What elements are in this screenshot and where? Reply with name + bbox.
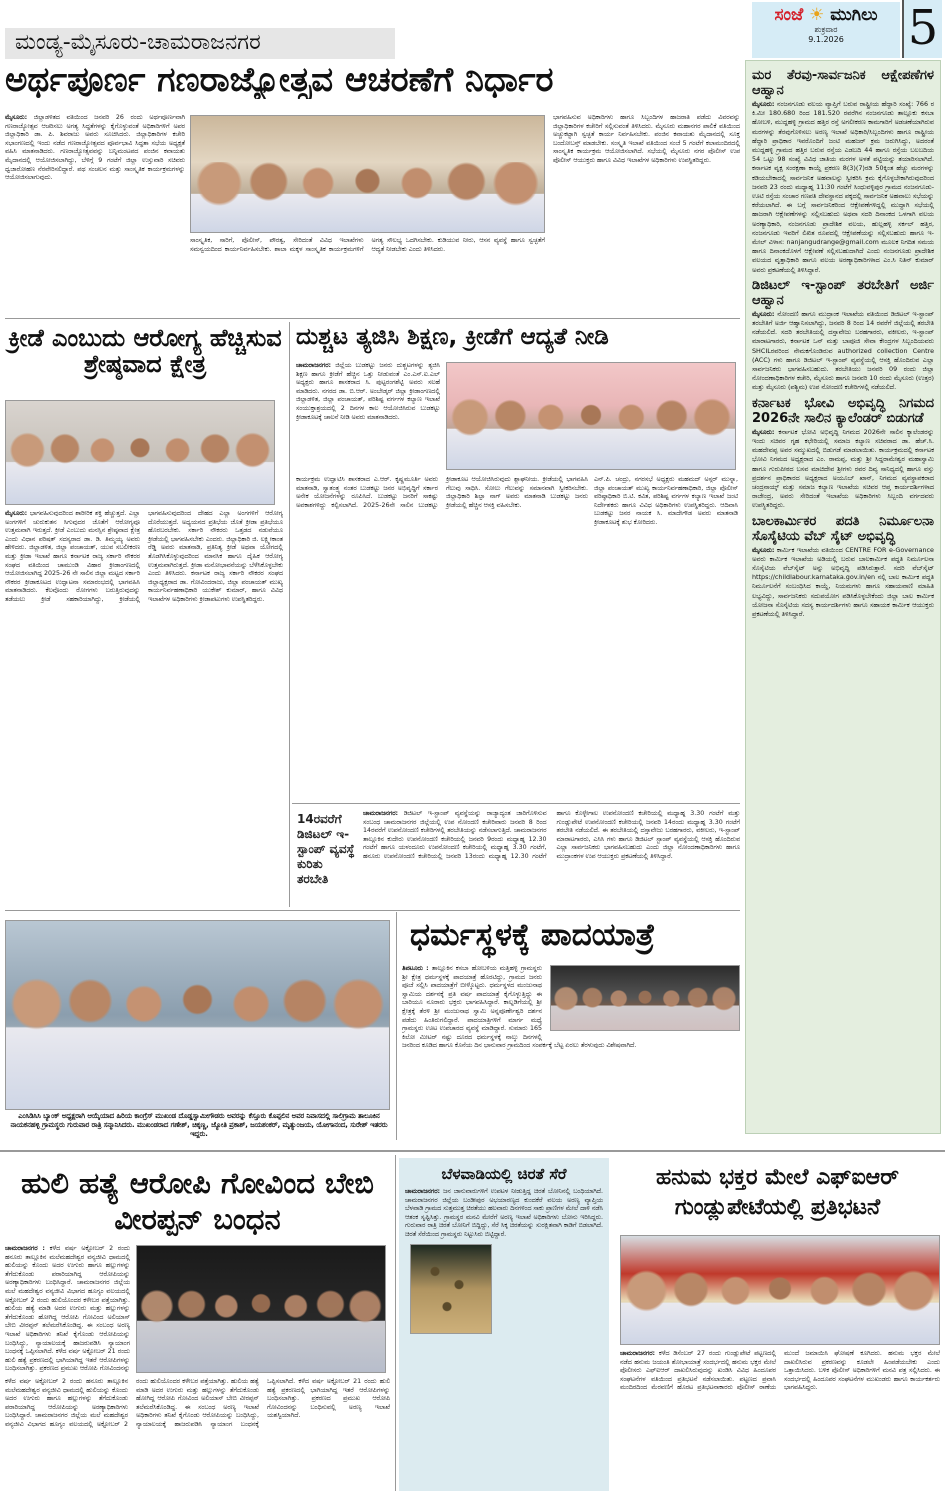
divider <box>289 322 290 907</box>
brief-body: ಕಾರ್ಮಿಕ ಇಲಾಖೆಯ ವತಿಯಿಂದ CENTRE FOR e-Governance ಅವರು ಕಾರ್ಮಿಕ ಇಲಾಖೆಯ ಅಡಿಯಲ್ಲಿ ಬರುವ ಬಾಲಕಾರ್ಮಿಕ ಪದ್ಧತಿ ನಿರ್ಮೂಲನಾ ಸೊಸೈಟಿಯ ವೆಬ್‌ಸೈಟ್ ಅನ್ನು ಅಭಿವೃದ್ಧಿ ಪಡಿಸಿರುತ್ತಾರೆ. ಸದರಿ ವೆಬ್‌ಸೈಟ್ https://childlabour.karnataka.gov.in/en ನಲ್ಲಿ ಬಾಲ ಕಾರ್ಮಿಕ ಪದ್ಧತಿ ನಿರ್ಮೂಲನೆಗೆ ಸಂಬಂಧಿಸಿದ ಕಾಯ್ದೆ, ನಿಯಮಗಳು ಹಾಗೂ ಸಹಾಯವಾಣಿ ಮಾಹಿತಿ ಲಭ್ಯವಿದ್ದು, ಸಾರ್ವಜನಿಕರು ಸದುಪಯೋಗ ಪಡಿಸಿಕೊಳ್ಳಬೇಕೆಂದು ಜಿಲ್ಲಾ ಬಾಲ ಕಾರ್ಮಿಕ ಯೋಜನಾ ಸೊಸೈಟಿಯ ಸದಸ್ಯ ಕಾರ್ಯದರ್ಶಿಗಳು ಹಾಗೂ ಸಹಾಯಕ ಕಾರ್ಮಿಕ ಆಯುಕ್ತರು ಪ್ರಕಟಣೆಯಲ್ಲಿ ತಿಳಿಸಿದ್ದಾರೆ. <box>752 545 934 618</box>
divider <box>395 1155 396 1491</box>
estamp-title: 14ರವರೆಗೆ ಡಿಜಿಟಲ್ ಇ-ಸ್ಟಾಂಪ್ ವ್ಯವಸ್ಥೆ ಕುರಿತು ತರಬೇತಿ <box>297 812 355 886</box>
tiger-col-1 <box>5 1245 130 1373</box>
protest-text: ಕಳೆದ ಡಿಸೆಂಬರ್ 27 ರಂದು ಗುಂಡ್ಲುಪೇಟೆ ಪಟ್ಟಣದಲ್ಲಿ ನಡೆದ ಹನುಮ ಜಯಂತಿ ಶೋಭಾಯಾತ್ರೆ ಸಂದರ್ಭದಲ್ಲಿ ಹನುಮ ಭಕ್ತರ ಮೇಲೆ ಪೊಲೀಸರು ಎಫ್‌ಐಆರ್ ದಾಖಲಿಸಿರುವುದನ್ನು ಖಂಡಿಸಿ ವಿವಿಧ ಹಿಂದೂಪರ ಸಂಘಟನೆಗಳ ವತಿಯಿಂದ ಪ್ರತಿಭಟನೆ ನಡೆಸಲಾಯಿತು. ಪಟ್ಟಣದ ಪ್ರವಾಸಿ ಮಂದಿರದಿಂದ ಮೆರವಣಿಗೆ ಹೊರಟ ಪ್ರತಿಭಟನಾಕಾರರು ಪೊಲೀಸ್ ಠಾಣೆಯ ಮುಂದೆ ಜಮಾಯಿಸಿ ಘೋಷಣೆ ಕೂಗಿದರು. ಹನುಮ ಭಕ್ತರ ಮೇಲೆ ದಾಖಲಿಸಿರುವ ಪ್ರಕರಣವನ್ನು ಕೂಡಲೇ ಹಿಂಪಡೆಯಬೇಕು ಎಂದು ಒತ್ತಾಯಿಸಿದರು. ಬಳಿಕ ಪೊಲೀಸ್ ಅಧಿಕಾರಿಗಳಿಗೆ ಮನವಿ ಪತ್ರ ಸಲ್ಲಿಸಿದರು. ಈ ಸಂದರ್ಭದಲ್ಲಿ ಹಿಂದೂಪರ ಸಂಘಟನೆಗಳ ಮುಖಂಡರು ಹಾಗೂ ಕಾರ್ಯಕರ್ತರು ಭಾಗವಹಿಸಿದ್ದರು. <box>620 1350 940 1392</box>
brief-dateline: ಮೈಸೂರು: <box>752 309 775 318</box>
sports-headline: ಕ್ರೀಡೆ ಎಂಬುದು ಆರೋಗ್ಯ ಹೆಚ್ಚಿಸುವ ಶ್ರೇಷ್ಠವಾದ ಕ್ಷೇತ್ರ <box>8 324 282 379</box>
lead-col-2: ಸಾಂಸ್ಕೃತಿಕ, ಸಾರಿಗೆ, ಪೊಲೀಸ್, ಪೌರತ್ವ, ಸೇರಿದಂತೆ ವಿವಿಧ ಇಲಾಖೆಗಳು ಸಮನ್ವಯದಿಂದ ಕಾರ್ಯನಿರ್ವಹಿಸಬೇಕು. ಶಾಲಾ ಮಕ್ಕಳ ಸಾಂಸ್ಕೃತಿಕ ಕಾರ್ಯಕ್ರಮಗಳಿಗೆ ಅಗತ್ಯ ಸೌಲಭ್ಯ ಒದಗಿಸಬೇಕು. ಕುಡಿಯುವ ನೀರು, ಆಸನ ವ್ಯವಸ್ಥೆ ಹಾಗೂ ಸ್ವಚ್ಛತೆಗೆ ಆದ್ಯತೆ ನೀಡಬೇಕು ಎಂದು ತಿಳಿಸಿದರು. <box>190 237 545 253</box>
sports-photo <box>5 400 275 505</box>
tiger-arrest-photo <box>136 1245 386 1373</box>
estamp-body <box>363 810 740 906</box>
tiger-headline: ಹುಲಿ ಹತ್ಯೆ ಆರೋಪಿ ಗೋವಿಂದ ಬೇಬಿ ವೀರಪ್ಪನ್ ಬಂಧನ <box>21 1166 374 1236</box>
edu-text-1: ಜಿಲ್ಲೆಯ ಬುಡಕಟ್ಟು ಜನರು ದುಶ್ಚಟಗಳನ್ನು ತ್ಯಜಿಸಿ ಶಿಕ್ಷಣ ಹಾಗೂ ಕ್ರೀಡೆಗೆ ಹೆಚ್ಚಿನ ಒತ್ತು ನೀಡುವಂತೆ ಎಂ.ಎಸ್.ಐ.ಎಲ್ ಅಧ್ಯಕ್ಷರು ಹಾಗೂ ಶಾಸಕರಾದ ಸಿ. ಪುಟ್ಟರಂಗಶೆಟ್ಟಿ ಅವರು ಸಲಹೆ ಮಾಡಿದರು. ನಗರದ ಡಾ. ಬಿ.ಆರ್. ಅಂಬೇಡ್ಕರ್ ಜಿಲ್ಲಾ ಕ್ರೀಡಾಂಗಣದಲ್ಲಿ ಜಿಲ್ಲಾಡಳಿತ, ಜಿಲ್ಲಾ ಪಂಚಾಯತ್, ಪರಿಶಿಷ್ಟ ವರ್ಗಗಳ ಕಲ್ಯಾಣ ಇಲಾಖೆ ಸಂಯುಕ್ತಾಶ್ರಯದಲ್ಲಿ 2 ದಿನಗಳ ಕಾಲ ಆಯೋಜಿಸಿರುವ ಬುಡಕಟ್ಟು ಕ್ರೀಡಾಕೂಟಕ್ಕೆ ಚಾಲನೆ ನೀಡಿ ಅವರು ಮಾತನಾಡಿದರು. <box>296 362 440 421</box>
brief-dateline: ಮೈಸೂರು: <box>752 545 775 554</box>
brief <box>752 396 934 511</box>
sidebar-briefs <box>745 60 941 1134</box>
protest-body <box>620 1350 940 1488</box>
brief-title: ಕರ್ನಾಟಕ ಭೋವಿ ಅಭಿವೃದ್ಧಿ ನಿಗಮದ 2026ನೇ ಸಾಲಿನ ಕ್ಯಾಲೆಂಡರ್ ಬಿಡುಗಡೆ <box>752 395 934 426</box>
divider <box>5 910 740 911</box>
edu-col-2: ಕಾರ್ಯಕ್ರಮ ಉದ್ಘಾಟಿಸಿ ಶಾಸಕರಾದ ಎ.ಆರ್. ಕೃಷ್ಣಮೂರ್ತಿ ಅವರು ಮಾತನಾಡಿ, ಸ್ವಾತಂತ್ರ್ಯ ನಂತರ ಬುಡಕಟ್ಟು ಜನರ ಅಭಿವೃದ್ಧಿಗೆ ಸರ್ಕಾರ ಅನೇಕ ಯೋಜನೆಗಳನ್ನು ರೂಪಿಸಿದೆ. ಬುಡಕಟ್ಟು ಜನರಿಗೆ ಸಾಕಷ್ಟು ಅವಕಾಶಗಳಿದ್ದು ಕಲ್ಪಿಸಲಾಗಿದೆ. 2025-26ನೇ ಸಾಲಿನ ಬುಡಕಟ್ಟು ಕ್ರೀಡಾಕೂಟ ಆಯೋಜಿಸಿರುವುದು ಶ್ಲಾಘನೀಯ. ಕ್ರೀಡೆಯಲ್ಲಿ ಭಾಗವಹಿಸಿ ಗೆಲುವು ಸಾಧಿಸಿ. ಸೋಲು ಗೆಲುವನ್ನು ಸಮಾನವಾಗಿ ಸ್ವೀಕರಿಸಬೇಕು. ಜಿಲ್ಲಾಧಿಕಾರಿ ಶಿಲ್ಪಾ ನಾಗ್ ಅವರು ಮಾತನಾಡಿ ಬುಡಕಟ್ಟು ಜನರು ಕ್ರೀಡೆಯಲ್ಲಿ ಹೆಚ್ಚಿನ ಆಸಕ್ತಿ ವಹಿಸಬೇಕು. <box>296 476 588 509</box>
lead-col-3: ಭಾಗವಹಿಸುವ ಅಧಿಕಾರಿಗಳು ಹಾಗೂ ಸಿಬ್ಬಂದಿಗಳ ಹಾಜರಾತಿ ಪಡೆದು ವಿವರವನ್ನು ಜಿಲ್ಲಾಧಿಕಾರಿಗಳ ಕಚೇರಿಗೆ ಸಲ್ಲಿಸುವಂತೆ ತಿಳಿಸಿದರು. ಮೈಸೂರು ಮಹಾನಗರ ಪಾಲಿಕೆ ವತಿಯಿಂದ ಅಚ್ಚುಕಟ್ಟಾಗಿ ಸ್ವಚ್ಛತೆ ಕಾರ್ಯ ನಿರ್ವಹಿಸಬೇಕು. ಪಂಜಿನ ಕವಾಯತು ಮೈದಾನದಲ್ಲಿ ಸೂಕ್ತ ಬಂದೋಬಸ್ತ್ ಮಾಡಬೇಕು. ಸಂಸ್ಕೃತಿ ಇಲಾಖೆ ವತಿಯಿಂದ ಸಂಜೆ 5 ಗಂಟೆಗೆ ಕಲಾಮಂದಿರದಲ್ಲಿ ಸಾಂಸ್ಕೃತಿಕ ಕಾರ್ಯಕ್ರಮ ಆಯೋಜಿಸಲಾಗಿದೆ. ಸಭೆಯಲ್ಲಿ ಮೈಸೂರು ನಗರ ಪೊಲೀಸ್ ಉಪ ಪೊಲೀಸ್ ಆಯುಕ್ತರು ಹಾಗೂ ವಿವಿಧ ಇಲಾಖೆಗಳ ಅಧಿಕಾರಿಗಳು ಉಪಸ್ಥಿತರಿದ್ದರು. <box>553 114 740 164</box>
protest-photo <box>620 1235 940 1345</box>
photo-caption: ಎಂಸಿಡಿಸಿಸಿ ಬ್ಯಾಂಕ್ ಅಧ್ಯಕ್ಷರಾಗಿ ಆಯ್ಕೆಯಾದ ಹಿರಿಯ ಕಾಂಗ್ರೆಸ್ ಮುಖಂಡ ದೊಡ್ಡಸ್ವಾಮೀಗೌಡರು ಅವರನ್ನು ಕೆಸ್ತೂರು ಕೊಪ್ಪಲಿನ ಅವರ ನಿವಾಸದಲ್ಲಿ ಸಾಲಿಗ್ರಾಮ ತಾಲೂಕಿನ ನಾಯಕನಹಳ್ಳಿ ಗ್ರಾಮಸ್ಥರು ಗುರುವಾರ ರಾತ್ರಿ ಸನ್ಮಾನಿಸಿದರು. ಮುಖಂಡರಾದ ಗಣೇಶ್, ಚಿಕ್ಕಣ್ಣ, ಜ್ಯೋತಿ ಪ್ರಕಾಶ್, ಜಯಶಂಕರ್, ಮೃತ್ಯುಂಜಯ, ಯೋಗಾನಂದ, ಸುರೇಶ್ ಇತರರು ಇದ್ದರು. <box>10 1112 388 1138</box>
pilgrim-dateline: ತಿಪಟೂರು : <box>402 965 429 972</box>
issue-day: ಶುಕ್ರವಾರ <box>814 25 838 34</box>
sports-body <box>5 510 283 905</box>
lead-dateline: ಮೈಸೂರು: <box>5 114 28 121</box>
logo-text-a: ಸಂಜೆ <box>774 5 804 25</box>
brief-dateline: ಮೈಸೂರು: <box>752 100 775 108</box>
protest-dateline: ಚಾಮರಾಜನಗರ: <box>620 1350 656 1357</box>
edu-photo <box>446 362 736 470</box>
lead-text-1: ಜಿಲ್ಲಾಡಳಿತದ ವತಿಯಿಂದ ಜನವರಿ 26 ರಂದು ಅರ್ಥಪೂರ್ಣವಾಗಿ ಗಣರಾಜ್ಯೋತ್ಸವ ಆಚರಿಸಲು ಅಗತ್ಯ ಸಿದ್ಧತೆಗಳನ್ನು ಕೈಗೊಳ್ಳುವಂತೆ ಅಧಿಕಾರಿಗಳಿಗೆ ಅಪರ ಜಿಲ್ಲಾಧಿಕಾರಿ ಡಾ. ಪಿ. ಶಿವರಾಜು ಅವರು ಸೂಚಿಸಿದರು. ಜಿಲ್ಲಾಧಿಕಾರಿಗಳ ಕಚೇರಿ ಸಭಾಂಗಣದಲ್ಲಿ ಇಂದು ನಡೆದ ಗಣರಾಜ್ಯೋತ್ಸವದ ಪೂರ್ವಭಾವಿ ಸಿದ್ಧತಾ ಸಭೆಯ ಅಧ್ಯಕ್ಷತೆ ವಹಿಸಿ ಮಾತನಾಡಿದರು. ಗಣರಾಜ್ಯೋತ್ಸವವನ್ನು ಬನ್ನಿಮಂಟಪದ ಪಂಜಿನ ಕವಾಯತು ಮೈದಾನದಲ್ಲಿ ಆಯೋಜಿಸಲಾಗಿದ್ದು, ಬೆಳಿಗ್ಗೆ 9 ಗಂಟೆಗೆ ಜಿಲ್ಲಾ ಉಸ್ತುವಾರಿ ಸಚಿವರು ಧ್ವಜಾರೋಹಣ ನೆರವೇರಿಸಲಿದ್ದಾರೆ. ಪಥ ಸಂಚಲನ ಮತ್ತು ಸಾಂಸ್ಕೃತಿಕ ಕಾರ್ಯಕ್ರಮಗಳನ್ನು ಆಯೋಜಿಸಲಾಗುವುದು. <box>5 114 185 182</box>
brief <box>752 278 934 393</box>
edu-col-3: ಎನ್.ಪಿ. ಚಂದ್ರು, ನಗರಸಭೆ ಅಧ್ಯಕ್ಷರು ಮಹಮದ್ ಅಸ್ಗರ್ ಮುನ್ನಾ, ಜಿಲ್ಲಾ ಪಂಚಾಯತ್ ಮುಖ್ಯ ಕಾರ್ಯನಿರ್ವಹಣಾಧಿಕಾರಿ, ಜಿಲ್ಲಾ ಪೊಲೀಸ್ ವರಿಷ್ಠಾಧಿಕಾರಿ ಬಿ.ಟಿ. ಕವಿತ, ಪರಿಶಿಷ್ಟ ವರ್ಗಗಳ ಕಲ್ಯಾಣ ಇಲಾಖೆ ಜಂಟಿ ನಿರ್ದೇಶಕರು ಹಾಗೂ ವಿವಿಧ ಅಧಿಕಾರಿಗಳು ಉಪಸ್ಥಿತರಿದ್ದರು. ಆದಿವಾಸಿ ಬುಡಕಟ್ಟು ಜನರ ನಾಯಕ ಸಿ. ಮಾದೇಗೌಡ ಅವರು ಮಾತನಾಡಿ ಕ್ರೀಡಾಕೂಟಕ್ಕೆ ಶುಭ ಕೋರಿದರು. <box>594 476 738 526</box>
leopard-photo <box>410 1244 492 1334</box>
tiger-dateline: ಚಾಮರಾಜನಗರ : <box>5 1245 45 1252</box>
divider <box>292 803 740 804</box>
lead-meeting-photo <box>190 115 545 233</box>
tiger-text: ಕಳೆದ ವರ್ಷ ಅಕ್ಟೋಬರ್ 2 ರಂದು ಹನೂರು ತಾಲ್ಲೂಕಿನ ಮಲೆಮಹದೇಶ್ವರ ವನ್ಯಜೀವಿ ಧಾಮದಲ್ಲಿ ಹುಲಿಯನ್ನು ಕೊಂದು ಅದರ ಉಗುರು ಹಾಗೂ ಹಲ್ಲುಗಳನ್ನು ತೆಗೆದುಕೊಂಡು ಪರಾರಿಯಾಗಿದ್ದ ಆರೋಪಿಯನ್ನು ಅರಣ್ಯಾಧಿಕಾರಿಗಳು ಬಂಧಿಸಿದ್ದಾರೆ. ಚಾಮರಾಜನಗರ ಜಿಲ್ಲೆಯ ಮಲೆ ಮಹದೇಶ್ವರ ವನ್ಯಜೀವಿ ವಿಭಾಗದ ಹೂಗ್ಯಂ ವಲಯದಲ್ಲಿ ಅಕ್ಟೋಬರ್ 2 ರಂದು ಹುಲಿಯೊಂದರ ಕಳೇಬರ ಪತ್ತೆಯಾಗಿತ್ತು. ಹುಲಿಯ ಹತ್ಯೆ ಮಾಡಿ ಅದರ ಉಗುರು ಮತ್ತು ಹಲ್ಲುಗಳನ್ನು ತೆಗೆದುಕೊಂಡು ಹೋಗಿದ್ದ ಆರೋಪಿ ಗೋವಿಂದ ಅಲಿಯಾಸ್ ಬೇಬಿ ವೀರಪ್ಪನ್ ತಲೆಮರೆಸಿಕೊಂಡಿದ್ದ. ಈ ಸಂಬಂಧ ಅರಣ್ಯ ಇಲಾಖೆ ಅಧಿಕಾರಿಗಳು ತನಿಖೆ ಕೈಗೊಂಡು ಆರೋಪಿಯನ್ನು ಬಂಧಿಸಿದ್ದು, ನ್ಯಾಯಾಲಯಕ್ಕೆ ಹಾಜರುಪಡಿಸಿ ನ್ಯಾಯಾಂಗ ಬಂಧನಕ್ಕೆ ಒಪ್ಪಿಸಲಾಗಿದೆ. ಕಳೆದ ವರ್ಷ ಅಕ್ಟೋಬರ್ 21 ರಂದು ಹುಲಿ ಹತ್ಯೆ ಪ್ರಕರಣದಲ್ಲಿ ಭಾಗಿಯಾಗಿದ್ದ ಇತರೆ ಆರೋಪಿಗಳನ್ನು ಬಂಧಿಸಲಾಗಿತ್ತು. ಪ್ರಕರಣದ ಪ್ರಮುಖ ಆರೋಪಿ ಗೋವಿಂದನನ್ನು <box>5 1245 130 1373</box>
leopard-dateline: ಚಾಮರಾಜನಗರ: <box>405 1188 441 1195</box>
edu-headline: ದುಶ್ಚಟ ತ್ಯಜಿಸಿ ಶಿಕ್ಷಣ, ಕ್ರೀಡೆಗೆ ಆದ್ಯತೆ ನೀಡಿ <box>296 324 609 350</box>
section-title: ಮಂಡ್ಯ-ಮೈಸೂರು-ಚಾಮರಾಜನಗರ <box>5 28 395 59</box>
felicitation-photo <box>5 920 390 1110</box>
brief <box>752 68 934 275</box>
edu-dateline: ಚಾಮರಾಜನಗರ: <box>296 362 332 369</box>
brief-title: ಮರ ತೆರವು-ಸಾರ್ವಜನಿಕ ಆಕ್ಷೇಪಣೆಗಳ ಆಹ್ವಾನ <box>752 68 934 98</box>
brief-body: ನಂಜನಗೂಡು ವಲಯ ವ್ಯಾಪ್ತಿಗೆ ಬರುವ ರಾಷ್ಟ್ರೀಯ ಹೆದ್ದಾರಿ ಸಂಖ್ಯೆ: 766 ರ ಕಿ.ಮೀ 180.680 ರಿಂದ 181.520 ರವರೆಗಿನ ನಂಜನಗೂಡು ತಾಲ್ಲೂಕು ಕಸಬಾ ಹೋಬಳಿ, ಮುದ್ದಹಳ್ಳಿ ಗ್ರಾಮದ ಹತ್ತಿರ ರಸ್ತೆ ಅಗಲೀಕರಣ ಕಾಮಗಾರಿಗೆ ಅಡಚಣೆಯಾಗಿರುವ ಮರಗಳನ್ನು ತೆರವುಗೊಳಿಸಲು ಅರಣ್ಯ ಇಲಾಖೆ ಅಧಿಕಾರಿ/ಸಿಬ್ಬಂದಿಗಳು ಹಾಗೂ ರಾಷ್ಟ್ರೀಯ ಹೆದ್ದಾರಿ ಪ್ರಾಧಿಕಾರ ಇವರೊಂದಿಗೆ ಜಂಟಿ ಮಹಜರ್ ಕ್ರಮ ಜರುಗಿಸಿದ್ದು, ಅದರಂತೆ ಮುದ್ದಹಳ್ಳಿ ಗ್ರಾಮದ ಹತ್ತಿರ ಬರುವ ರಸ್ತೆಯ ಎಡಬದಿ 44 ಹಾಗೂ ರಸ್ತೆಯ ಬಲಬದಿಯ 54 ಒಟ್ಟು 98 ಸಂಖ್ಯೆ ವಿವಿಧ ಜಾತಿಯ ಮರಗಳ ಅಳತೆ ಪಟ್ಟಿಯನ್ನು ತಯಾರಿಸಲಾಗಿದೆ. ಕರ್ನಾಟಕ ವೃಕ್ಷ ಸಂರಕ್ಷಣಾ ಕಾಯ್ದೆ ಪ್ರಕರಣ 8(3)(7)ರಡಿ 50ಕ್ಕಿಂತ ಹೆಚ್ಚು ಮರಗಳನ್ನು ಕಡಿಯಬೇಕಾದಲ್ಲಿ ಸಾರ್ವಜನಿಕ ಅಹವಾಲನ್ನು ಸ್ವೀಕರಿಸಿ ಕ್ರಮ ಕೈಗೊಳ್ಳಬೇಕಾಗಿರುವುದರಿಂದ ಜನವರಿ 23 ರಂದು ಮಧ್ಯಾಹ್ನ 11:30 ಗಂಟೆಗೆ ಸಿಂಧುವಳ್ಳಿಪುರ ಗ್ರಾಮದ ನಂಜನಗೂಡು-ಊಟಿ ರಸ್ತೆಯ ಸಂಚಾರ ಗಣಪತಿ ದೇವಸ್ಥಾನದ ಪಕ್ಕದಲ್ಲಿ ಸಾರ್ವಜನಿಕ ಅಹವಾಲು ಸಭೆಯನ್ನು ಕರೆಯಲಾಗಿದೆ. ಈ ಬಗ್ಗೆ ಸಾರ್ವಜನಿಕರಿಂದ ಆಕ್ಷೇಪಣೆಗಳಿದ್ದಲ್ಲಿ ಮುದ್ದಾಗಿ ಸಭೆಯಲ್ಲಿ ಹಾಜರಾಗಿ ಆಕ್ಷೇಪಣೆಗಳನ್ನು ಸಲ್ಲಿಸಬಹುದು ಅಥವಾ ಸದರಿ ದಿನಾಂಕದ ಒಳಗಾಗಿ ವಲಯ ಅರಣ್ಯಾಧಿಕಾರಿ, ನಂಜನಗೂಡು ಪ್ರಾದೇಶಿಕ ವಲಯ, ಹುಲ್ಲಹಳ್ಳಿ ಸರ್ಕಲ್ ಹತ್ತಿರ, ನಂಜನಗೂಡು ಇವರಿಗೆ ಲಿಖಿತ ರೂಪದಲ್ಲಿ ಆಕ್ಷೇಪಣೆಯನ್ನು ಸಲ್ಲಿಸಬಹುದು ಹಾಗೂ ಇ-ಮೇಲ್ ವಿಳಾಸ: nanjangudrange@gmail.com ಮೂಲಕ ನಿಗದಿತ ಸಮಯ ಹಾಗೂ ದಿನಾಂಕದೊಳಗೆ ಆಕ್ಷೇಪಣೆ ಸಲ್ಲಿಸಬಹುದಾಗಿದೆ ಎಂದು ನಂಜನಗೂಡು ಪ್ರಾದೇಶಿಕ ವಲಯದ ವೃತ್ತಾಧಿಕಾರಿ ಹಾಗೂ ವಲಯ ಅರಣ್ಯಾಧಿಕಾರಿಗಳಾದ ಎಂ.ಸಿ ನಿತಿನ್ ಕುಮಾರ್ ಅವರು ಪ್ರಕಟಣೆಯಲ್ಲಿ ತಿಳಿಸಿದ್ದಾರೆ. <box>752 100 934 274</box>
logo-sun-icon: ☀ <box>809 5 825 25</box>
tiger-body-lower: ಕಳೆದ ವರ್ಷ ಅಕ್ಟೋಬರ್ 2 ರಂದು ಹನೂರು ತಾಲ್ಲೂಕಿನ ಮಲೆಮಹದೇಶ್ವರ ವನ್ಯಜೀವಿ ಧಾಮದಲ್ಲಿ ಹುಲಿಯನ್ನು ಕೊಂದು ಅದರ ಉಗುರು ಹಾಗೂ ಹಲ್ಲುಗಳನ್ನು ತೆಗೆದುಕೊಂಡು ಪರಾರಿಯಾಗಿದ್ದ ಆರೋಪಿಯನ್ನು ಅರಣ್ಯಾಧಿಕಾರಿಗಳು ಬಂಧಿಸಿದ್ದಾರೆ. ಚಾಮರಾಜನಗರ ಜಿಲ್ಲೆಯ ಮಲೆ ಮಹದೇಶ್ವರ ವನ್ಯಜೀವಿ ವಿಭಾಗದ ಹೂಗ್ಯಂ ವಲಯದಲ್ಲಿ ಅಕ್ಟೋಬರ್ 2 ರಂದು ಹುಲಿಯೊಂದರ ಕಳೇಬರ ಪತ್ತೆಯಾಗಿತ್ತು. ಹುಲಿಯ ಹತ್ಯೆ ಮಾಡಿ ಅದರ ಉಗುರು ಮತ್ತು ಹಲ್ಲುಗಳನ್ನು ತೆಗೆದುಕೊಂಡು ಹೋಗಿದ್ದ ಆರೋಪಿ ಗೋವಿಂದ ಅಲಿಯಾಸ್ ಬೇಬಿ ವೀರಪ್ಪನ್ ತಲೆಮರೆಸಿಕೊಂಡಿದ್ದ. ಈ ಸಂಬಂಧ ಅರಣ್ಯ ಇಲಾಖೆ ಅಧಿಕಾರಿಗಳು ತನಿಖೆ ಕೈಗೊಂಡು ಆರೋಪಿಯನ್ನು ಬಂಧಿಸಿದ್ದು, ನ್ಯಾಯಾಲಯಕ್ಕೆ ಹಾಜರುಪಡಿಸಿ ನ್ಯಾಯಾಂಗ ಬಂಧನಕ್ಕೆ ಒಪ್ಪಿಸಲಾಗಿದೆ. ಕಳೆದ ವರ್ಷ ಅಕ್ಟೋಬರ್ 21 ರಂದು ಹುಲಿ ಹತ್ಯೆ ಪ್ರಕರಣದಲ್ಲಿ ಭಾಗಿಯಾಗಿದ್ದ ಇತರೆ ಆರೋಪಿಗಳನ್ನು ಬಂಧಿಸಲಾಗಿತ್ತು. ಪ್ರಕರಣದ ಪ್ರಮುಖ ಆರೋಪಿ ಗೋವಿಂದನನ್ನು ಬಂಧಿಸುವಲ್ಲಿ ಅರಣ್ಯ ಇಲಾಖೆ ಯಶಸ್ವಿಯಾಗಿದೆ. <box>5 1378 390 1428</box>
lead-headline: ಅರ್ಥಪೂರ್ಣ ಗಣರಾಜ್ಯೋತ್ಸವ ಆಚರಣೆಗೆ ನಿರ್ಧಾರ <box>5 62 554 100</box>
sports-dateline: ಮೈಸೂರು: <box>5 510 28 517</box>
logo-text-b: ಮುಗಿಲು <box>830 5 878 25</box>
page-number: 5 <box>902 0 942 58</box>
brief <box>752 514 934 620</box>
divider <box>0 1150 945 1152</box>
pilgrim-body <box>402 965 740 1145</box>
leopard-headline: ಬೆಳವಾಡಿಯಲ್ಲಿ ಚಿರತೆ ಸೆರೆ <box>441 1165 567 1183</box>
divider <box>396 912 397 1140</box>
brief-dateline: ಮೈಸೂರು: <box>752 427 775 436</box>
brief-body: ಕರ್ನಾಟಕ ಭೋವಿ ಅಭಿವೃದ್ಧಿ ನಿಗಮದ 2026ನೇ ಸಾಲಿನ ಕ್ಯಾಲೆಂಡರನ್ನು ಇಂದು ಸಚಿವರ ಗೃಹ ಕಛೇರಿಯಲ್ಲಿ ಸಮಾಜ ಕಲ್ಯಾಣ ಸಚಿವರಾದ ಡಾ. ಹೆಚ್.ಸಿ. ಮಹದೇವಪ್ಪ ಅವರ ಸಮ್ಮುಖದಲ್ಲಿ ಬಿಡುಗಡೆ ಮಾಡಲಾಯಿತು. ಕಾರ್ಯಕ್ರಮದಲ್ಲಿ ಕರ್ನಾಟಕ ಭೋವಿ ನಿಗಮದ ಅಧ್ಯಕ್ಷರಾದ ಎಂ. ರಾಮಪ್ಪ, ಮತ್ತು ಶ್ರೀ ಸಿದ್ದರಾಮೇಶ್ವರ ಮಹಾಸ್ವಾಮಿ ಹಾಗೂ ಗುರುಪೀಠದ ಬಸವ ಮಾಚಿದೇವ ಶ್ರೀಗಳು ರವರ ದಿವ್ಯ ಸಾನಿಧ್ಯದಲ್ಲಿ ಹಾಗೂ ವಸ್ತು ಪ್ರದರ್ಶನ ಪ್ರಾಧಿಕಾರದ ಅಧ್ಯಕ್ಷರಾದ ಅಯೂಬ್ ಖಾನ್, ನಿಗಮದ ವ್ಯವಸ್ಥಾಪಕರಾದ ಚಂದ್ರನಾಯ್ಕ್ ಮತ್ತು ಸಮಾಜ ಕಲ್ಯಾಣ ಇಲಾಖೆಯ ಸಚಿವರ ಆಪ್ತ ಕಾರ್ಯದರ್ಶಿಗಳಾದ ರಾಜೇಂದ್ರ, ಅವರು ಸೇರಿದಂತೆ ಇಲಾಖೆಯ ಅಧಿಕಾರಿಗಳು ಸಿಬ್ಬಂದಿ ವರ್ಗದವರು ಉಪಸ್ಥಿತರಿದ್ದರು. <box>752 427 934 510</box>
pilgrim-headline: ಧರ್ಮಸ್ಥಳಕ್ಕೆ ಪಾದಯಾತ್ರೆ <box>410 917 655 953</box>
issue-date: 9.1.2026 <box>808 35 844 44</box>
brief-title: ಡಿಜಿಟಲ್ ಇ-ಸ್ಟಾಂಪ್ ತರಬೇತಿಗೆ ಅರ್ಜಿ ಆಹ್ವಾನ <box>752 277 934 308</box>
brief-body: ನೋಂದಣಿ ಹಾಗೂ ಮುದ್ರಾಂಕ ಇಲಾಖೆಯ ವತಿಯಿಂದ ಡಿಜಿಟಲ್ ಇ-ಸ್ಟಾಂಪ್ ತರಬೇತಿಗೆ ಅರ್ಜಿ ಆಹ್ವಾನಿಸಲಾಗಿದ್ದು, ಜನವರಿ 8 ರಿಂದ 14 ರವರೆಗೆ ಜಿಲ್ಲೆಯಲ್ಲಿ ತರಬೇತಿ ನಡೆಯಲಿದೆ. ಸದರಿ ತರಬೇತಿಯಲ್ಲಿ ದಸ್ತಾವೇಜು ಬರಹಗಾರರು, ವಕೀಲರು, ಇ-ಸ್ಟಾಂಪ್ ಮಾರಾಟಗಾರರು, ಕರ್ನಾಟಕ ಒನ್ ಮತ್ತು ಬಾಪೂಜಿ ಸೇವಾ ಕೇಂದ್ರಗಳ ಸಿಬ್ಬಂದಿಯವರು SHCILರವರಿಂದ ನೇಮಕಗೊಂಡಿರುವ authorized collection Centre (ACC) ಗಳು ಹಾಗೂ ಡಿಜಿಟಲ್ ಇ-ಸ್ಟಾಂಪ್ ವ್ಯವಸ್ಥೆಯಲ್ಲಿ ಆಸಕ್ತಿ ಹೊಂದಿರುವ ಎಲ್ಲಾ ಸಾರ್ವಜನಿಕರು ಭಾಗವಹಿಸಬಹುದು. ತರಬೇತಿಯು ಜನವರಿ 09 ರಂದು ಜಿಲ್ಲಾ ನೋಂದಣಾಧಿಕಾರಿಗಳ ಕಚೇರಿ, ಮೈಸೂರು ಹಾಗೂ ಜನವರಿ 10 ರಂದು ಮೈಸೂರು (ಉತ್ತರ) ಮತ್ತು ಮೈಸೂರು (ಪಶ್ಚಿಮ) ಉಪ ನೋಂದಣಿ ಕಚೇರಿಗಳಲ್ಲಿ ನಡೆಯಲಿದೆ. <box>752 309 934 392</box>
estamp-dateline: ಚಾಮರಾಜನಗರ: <box>363 810 399 817</box>
masthead-logo <box>752 2 900 58</box>
pilgrim-text: ತಾಲ್ಲೂಕಿನ ಕಸಬಾ ಹೋಬಳಿಯ ಮತ್ತಿಹಳ್ಳಿ ಗ್ರಾಮಸ್ಥರು ಶ್ರೀ ಕ್ಷೇತ್ರ ಧರ್ಮಸ್ಥಳಕ್ಕೆ ಪಾದಯಾತ್ರೆ ಹೊರಟಿದ್ದು, ಗ್ರಾಮದ ಜನರು ಪೂಜೆ ಸಲ್ಲಿಸಿ ಪಾದಯಾತ್ರೆಗೆ ಬೀಳ್ಕೊಟ್ಟರು. ಧರ್ಮಸ್ಥಳದ ಮಂಜುನಾಥ ಸ್ವಾಮಿಯ ದರ್ಶನಕ್ಕೆ ಪ್ರತಿ ವರ್ಷ ಪಾದಯಾತ್ರೆ ಕೈಗೊಳ್ಳುತ್ತಿದ್ದು ಈ ಬಾರಿಯೂ ನೂರಾರು ಭಕ್ತರು ಭಾಗವಹಿಸಿದ್ದಾರೆ. ಕಾಲ್ನಡಿಗೆಯಲ್ಲಿ ಶ್ರೀ ಕ್ಷೇತ್ರಕ್ಕೆ ತೆರಳಿ ಶ್ರೀ ಮಂಜುನಾಥ ಸ್ವಾಮಿ ಅನ್ನಪೂರ್ಣೇಶ್ವರಿ ದರ್ಶನ ಪಡೆದು ಹಿಂತಿರುಗಲಿದ್ದಾರೆ. ಪಾದಯಾತ್ರಿಗಳಿಗೆ ಮಾರ್ಗ ಮಧ್ಯೆ ಗ್ರಾಮಸ್ಥರು ಊಟ ಉಪಚಾರದ ವ್ಯವಸ್ಥೆ ಮಾಡಿದ್ದಾರೆ. ಸುಮಾರು 165 ಕಿಲೋ ಮೀಟರ್ ನಷ್ಟು ದೂರದ ಧರ್ಮಸ್ಥಳಕ್ಕೆ ನಾಲ್ಕು ದಿನಗಳಲ್ಲಿ ಜನರಿಂದ ಕೂಡಿದ ಹಾಗೂ ಕೊನೆಯ ದಿನ ಭಾನುವಾರ ಗ್ರಾಮದಿಂದ ಸಂಪರ್ಕಕ್ಕೆ ಬೆಟ್ಟ ಏರಲು ತೆರಳುವುದು ವಿಶೇಷವಾಗಿದೆ. <box>402 965 637 1050</box>
edu-col-1 <box>296 362 440 472</box>
pilgrim-photo <box>550 965 740 1031</box>
lead-col-1 <box>5 114 185 312</box>
protest-headline: ಹನುಮ ಭಕ್ತರ ಮೇಲೆ ಎಫ್‌ಐಆರ್ ಗುಂಡ್ಲುಪೇಟೆಯಲ್ಲಿ ಪ್ರತಿಭಟನೆ <box>656 1165 899 1220</box>
estamp-text: ಡಿಜಿಟಲ್ ಇ-ಸ್ಟಾಂಪ್ ವ್ಯವಸ್ಥೆಯನ್ನು ರಾಜ್ಯಾದ್ಯಂತ ಜಾರಿಗೊಳಿಸುವ ಸಂಬಂಧ ಚಾಮರಾಜನಗರ ಜಿಲ್ಲೆಯಲ್ಲಿ ಉಪ ನೋಂದಣಿ ಕಚೇರಿವಾರು ಜನವರಿ 8 ರಿಂದ 14ರವರೆಗೆ ಉಪನೋಂದಣಿ ಕಚೇರಿಗಳಲ್ಲಿ ತರಬೇತಿಯನ್ನು ನಡೆಸಲಾಗುತ್ತಿದೆ. ಚಾಮರಾಜನಗರ ತಾಲ್ಲೂಕಿನ ಕುದೇರು ಉಪನೋಂದಣಿ ಕಚೇರಿಯಲ್ಲಿ ಜನವರಿ 9ರಂದು ಮಧ್ಯಾಹ್ನ 12.30 ಗಂಟೆಗೆ ಹಾಗೂ ಯಳಂದೂರು ಉಪನೋಂದಣಿ ಕಚೇರಿಯಲ್ಲಿ ಮಧ್ಯಾಹ್ನ 3.30 ಗಂಟೆಗೆ, ಹನೂರು ಉಪನೋಂದಣಿ ಕಚೇರಿಯಲ್ಲಿ ಜನವರಿ 13ರಂದು ಮಧ್ಯಾಹ್ನ 12.30 ಗಂಟೆಗೆ ಹಾಗೂ ಕೊಳ್ಳೇಗಾಲ ಉಪನೋಂದಣಿ ಕಚೇರಿಯಲ್ಲಿ ಮಧ್ಯಾಹ್ನ 3.30 ಗಂಟೆಗೆ ಮತ್ತು ಗುಂಡ್ಲುಪೇಟೆ ಉಪನೋಂದಣಿ ಕಚೇರಿಯಲ್ಲಿ ಜನವರಿ 14ರಂದು ಮಧ್ಯಾಹ್ನ 3.30 ಗಂಟೆಗೆ ತರಬೇತಿ ನಡೆಯಲಿದೆ. ಈ ತರಬೇತಿಯಲ್ಲಿ ದಸ್ತಾವೇಜು ಬರಹಗಾರರು, ವಕೀಲರು, ಇ-ಸ್ಟಾಂಪ್ ಮಾರಾಟಗಾರರು, ಎಸಿಸಿ ಗಳು ಹಾಗೂ ಡಿಜಿಟಲ್ ಸ್ಟಾಂಪ್ ವ್ಯವಸ್ಥೆಯಲ್ಲಿ ಆಸಕ್ತಿ ಹೊಂದಿರುವ ಎಲ್ಲಾ ಸಾರ್ವಜನಿಕರು ಭಾಗವಹಿಸಬಹುದು ಎಂದು ಜಿಲ್ಲಾ ನೋಂದಣಾಧಿಕಾರಿಗಳು ಹಾಗೂ ಮುದ್ರಾಂಕಗಳ ಉಪ ಆಯುಕ್ತರು ಪ್ರಕಟಣೆಯಲ್ಲಿ ತಿಳಿಸಿದ್ದಾರೆ. <box>363 810 740 860</box>
sports-text: ಭಾಗವಹಿಸುವುದರಿಂದ ಶಾರೀರಿಕ ಶಕ್ತಿ ಹೆಚ್ಚುತ್ತದೆ. ಎಲ್ಲಾ ಅಂಗಗಳಿಗೆ ಚುರುಕುತನ ಸಿಗುವುದರ ಜೊತೆಗೆ ಆರೋಗ್ಯವೂ ಉತ್ತಮವಾಗಿ ಇರುತ್ತದೆ. ಕ್ರೀಡೆ ಎಂಬುದು ಮನಸ್ಸಿನ ಶ್ರೇಷ್ಠವಾದ ಕ್ಷೇತ್ರ ಎಂದು ವಿಧಾನ ಪರಿಷತ್ ಸದಸ್ಯರಾದ ಡಾ. ಡಿ. ತಿಮ್ಮಯ್ಯ ಅವರು ಹೇಳಿದರು. ಜಿಲ್ಲಾಡಳಿತ, ಜಿಲ್ಲಾ ಪಂಚಾಯತ್, ಯುವ ಸಬಲೀಕರಣ ಮತ್ತು ಕ್ರೀಡಾ ಇಲಾಖೆ ಹಾಗೂ ಕರ್ನಾಟಕ ರಾಜ್ಯ ಸರ್ಕಾರಿ ನೌಕರರ ಸಂಘದ ವತಿಯಿಂದ ಚಾಮುಂಡಿ ವಿಹಾರ ಕ್ರೀಡಾಂಗಣದಲ್ಲಿ ಆಯೋಜಿಸಲಾಗಿದ್ದ 2025-26 ನೇ ಸಾಲಿನ ಜಿಲ್ಲಾ ಮಟ್ಟದ ಸರ್ಕಾರಿ ನೌಕರರ ಕ್ರೀಡಾಕೂಟದ ಉದ್ಘಾಟನಾ ಸಮಾರಂಭದಲ್ಲಿ ಭಾಗವಹಿಸಿ ಮಾತನಾಡಿದರು. ಕೆಲವೊಂದು ರೋಗಗಳು ಬರುತ್ತಿರುವುದನ್ನು ತಡೆಯಲು ಕ್ರೀಡೆ ಸಹಕಾರಿಯಾಗಿದ್ದು, ಕ್ರೀಡೆಯಲ್ಲಿ ಭಾಗವಹಿಸುವುದರಿಂದ ದೇಹದ ಎಲ್ಲಾ ಅಂಗಗಳಿಗೆ ಆರೋಗ್ಯ ದೊರೆಯುತ್ತದೆ. ಅಧ್ಯಯನದ ಪ್ರತಿಭೆಯ ಜೊತೆ ಕ್ರೀಡಾ ಪ್ರತಿಭೆಯೂ ಹೊರಬರಬೇಕು. ಸರ್ಕಾರಿ ನೌಕರರು ಒತ್ತಡದ ನಡುವೆಯೂ ಕ್ರೀಡೆಯಲ್ಲಿ ಭಾಗವಹಿಸಬೇಕು ಎಂದರು. ಜಿಲ್ಲಾಧಿಕಾರಿ ಜಿ. ಲಕ್ಷ್ಮೀಕಾಂತ ರೆಡ್ಡಿ ಅವರು ಮಾತನಾಡಿ, ಪ್ರತಿನಿತ್ಯ ಕ್ರೀಡೆ ಅಥವಾ ಯೋಗದಲ್ಲಿ ತೊಡಗಿಸಿಕೊಳ್ಳುವುದರಿಂದ ಮಾನಸಿಕ ಹಾಗೂ ದೈಹಿಕ ಆರೋಗ್ಯ ಉತ್ತಮವಾಗಿರುತ್ತದೆ. ಕ್ರೀಡಾ ಮನೋಭಾವನೆಯನ್ನು ಬೆಳೆಸಿಕೊಳ್ಳಬೇಕು ಎಂದು ತಿಳಿಸಿದರು. ಕರ್ನಾಟಕ ರಾಜ್ಯ ಸರ್ಕಾರಿ ನೌಕರರ ಸಂಘದ ಜಿಲ್ಲಾಧ್ಯಕ್ಷರಾದ ಡಾ. ಗೋವಿಂದರಾಜು, ಜಿಲ್ಲಾ ಪಂಚಾಯತ್ ಮುಖ್ಯ ಕಾರ್ಯನಿರ್ವಹಣಾಧಿಕಾರಿ ಯುಕೇಶ್ ಕುಮಾರ್, ಹಾಗೂ ವಿವಿಧ ಇಲಾಖೆಗಳ ಅಧಿಕಾರಿಗಳು ಕ್ರೀಡಾಪಟುಗಳು ಉಪಸ್ಥಿತರಿದ್ದರು. <box>5 510 283 603</box>
leopard-text: ಜನ ಜಾನುವಾರುಗಳಿಗೆ ಉಪಟಳ ನೀಡುತ್ತಿದ್ದ ಚಿರತೆ ಬೋನಿನಲ್ಲಿ ಬಂಧಿಯಾಗಿದೆ. ಚಾಮರಾಜನಗರ ಜಿಲ್ಲೆಯ ಬಂಡೀಪುರ ಅಭಯಾರಣ್ಯದ ಕುಂದಕೆರೆ ವಲಯ ಅರಣ್ಯ ವ್ಯಾಪ್ತಿಯ ಬೆಳವಾಡಿ ಗ್ರಾಮದ ಸುತ್ತಮುತ್ತ ಚಿರತೆಯು ಹಲವಾರು ದಿನಗಳಿಂದ ಸಾಕು ಪ್ರಾಣಿಗಳ ಮೇಲೆ ದಾಳಿ ನಡೆಸಿ ಆತಂಕ ಸೃಷ್ಟಿಸಿತ್ತು. ಗ್ರಾಮಸ್ಥರ ಮನವಿ ಮೇರೆಗೆ ಅರಣ್ಯ ಇಲಾಖೆ ಅಧಿಕಾರಿಗಳು ಬೋನು ಇರಿಸಿದ್ದರು. ಗುರುವಾರ ರಾತ್ರಿ ಚಿರತೆ ಬೋನಿಗೆ ಬಿದ್ದಿದ್ದು, ಸೆರೆ ಸಿಕ್ಕ ಚಿರತೆಯನ್ನು ಸುರಕ್ಷಿತವಾಗಿ ಕಾಡಿಗೆ ಬಿಡಲಾಗಿದೆ. ಚಿರತೆ ಸೆರೆಯಿಂದ ಗ್ರಾಮಸ್ಥರು ನಿಟ್ಟುಸಿರು ಬಿಟ್ಟಿದ್ದಾರೆ. <box>405 1188 603 1238</box>
divider <box>5 318 740 319</box>
leopard-body <box>405 1188 603 1488</box>
brief-title: ಬಾಲಕಾರ್ಮಿಕರ ಪದತಿ ನಿರ್ಮೂಲನಾ ಸೊಸೈಟಿಯ ವೆಬ್ ಸೈಟ್ ಅಭಿವೃದ್ಧಿ <box>752 513 934 544</box>
